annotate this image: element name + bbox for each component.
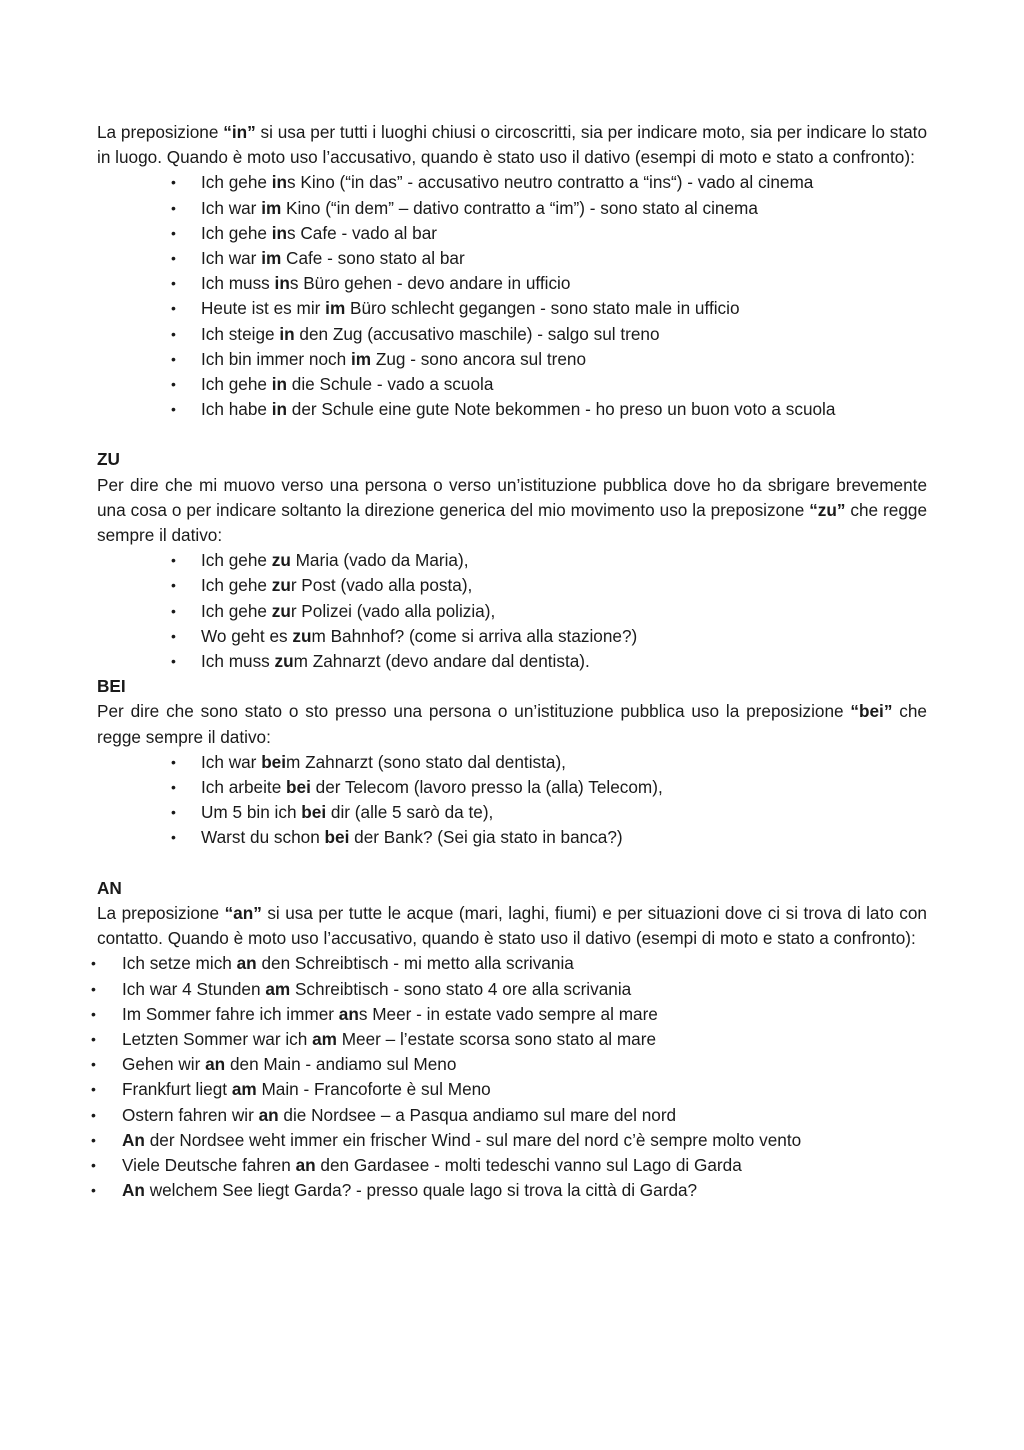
text-run: Cafe - sono stato al bar bbox=[281, 248, 465, 269]
text-run: Ich muss bbox=[201, 651, 275, 672]
text-run: Gehen wir bbox=[122, 1054, 206, 1075]
bold-preposition: in bbox=[274, 273, 290, 294]
text-run: die Schule - vado a scuola bbox=[287, 374, 494, 395]
bullet-icon: • bbox=[171, 401, 176, 418]
text-run: s Kino (“in das” - accusativo neutro contratto a “ins“) - vado al cinema bbox=[287, 172, 814, 193]
text-run: Per dire che sono stato o sto presso una persona o un’istituzione pubblica uso la preposizione bbox=[97, 701, 851, 722]
bold-preposition: “bei” bbox=[850, 701, 893, 722]
text-run: Ich gehe bbox=[201, 222, 272, 243]
bold-preposition: in bbox=[279, 323, 295, 344]
spacer bbox=[97, 422, 927, 447]
text-run: s Cafe - vado al bar bbox=[287, 222, 437, 243]
zu-examples-list bbox=[97, 548, 927, 674]
bold-preposition: in bbox=[271, 374, 287, 395]
bold-preposition: an bbox=[338, 1003, 359, 1024]
bullet-icon: • bbox=[171, 199, 176, 216]
in-intro-paragraph bbox=[97, 120, 927, 170]
text-run: si usa per tutte le acque (mari, laghi, fiumi) e per situazioni dove ci si trova di lato con contatto. Quando è moto uso l’accusativo, quando è stato uso il dativo (esempi di moto e stato a confronto): bbox=[97, 902, 927, 949]
bullet-icon: • bbox=[91, 1106, 96, 1123]
bei-examples-list bbox=[97, 750, 927, 851]
text-run: Ich steige bbox=[201, 323, 280, 344]
bullet-icon: • bbox=[91, 1081, 96, 1098]
an-heading: AN bbox=[97, 877, 122, 898]
bullet-icon: • bbox=[171, 250, 176, 267]
text-run: Letzten Sommer war ich bbox=[122, 1028, 313, 1049]
text-run: der Telecom (lavoro presso la (alla) Telecom), bbox=[310, 777, 663, 798]
bold-preposition: am bbox=[312, 1028, 337, 1049]
bullet-icon: • bbox=[171, 653, 176, 670]
bullet-icon: • bbox=[91, 955, 96, 972]
bold-preposition: zu bbox=[271, 575, 291, 596]
list-item bbox=[91, 1128, 927, 1153]
text-run: Ich gehe bbox=[201, 550, 272, 571]
bullet-icon: • bbox=[171, 275, 176, 292]
text-run: der Nordsee weht immer ein frischer Wind - sul mare del nord c’è sempre molto vento bbox=[144, 1129, 802, 1150]
bullet-icon: • bbox=[171, 577, 176, 594]
bullet-icon: • bbox=[171, 376, 176, 393]
text-run: Ich habe bbox=[201, 399, 272, 420]
list-item bbox=[91, 1103, 927, 1128]
list-item bbox=[97, 750, 927, 775]
text-run: Warst du schon bbox=[201, 827, 325, 848]
text-run: Ich war 4 Stunden bbox=[122, 978, 266, 999]
bold-preposition: “in” bbox=[223, 122, 256, 142]
list-item bbox=[97, 372, 927, 397]
document-page bbox=[91, 120, 927, 1203]
text-run: Ich gehe bbox=[201, 172, 272, 193]
spacer bbox=[97, 851, 927, 876]
bullet-icon: • bbox=[171, 753, 176, 770]
text-run: Um 5 bin ich bbox=[201, 802, 302, 823]
text-run: den Schreibtisch - mi metto alla scrivania bbox=[256, 953, 574, 974]
text-run: Ich setze mich bbox=[122, 953, 237, 974]
bullet-icon: • bbox=[171, 224, 176, 241]
text-run: m Bahnhof? (come si arriva alla stazione?) bbox=[311, 625, 638, 646]
bold-preposition: An bbox=[122, 1180, 145, 1201]
bold-preposition: an bbox=[236, 953, 257, 974]
bullet-icon: • bbox=[91, 980, 96, 997]
text-run: Per dire che mi muovo verso una persona o verso un’istituzione pubblica dove ho da sbrigare brevemente una cosa o per indicare soltanto la direzione generica del mio movimento uso la preposizone bbox=[97, 474, 927, 520]
list-item bbox=[97, 573, 927, 598]
text-run: dir (alle 5 sarò da te), bbox=[326, 802, 494, 823]
list-item bbox=[97, 397, 927, 422]
text-run: Viele Deutsche fahren bbox=[122, 1154, 296, 1175]
bold-preposition: “an” bbox=[224, 902, 262, 923]
text-run: der Bank? (Sei gia stato in banca?) bbox=[349, 827, 623, 848]
text-run: s Büro gehen - devo andare in ufficio bbox=[289, 273, 571, 294]
zu-heading: ZU bbox=[97, 449, 120, 470]
text-run: Ich bin immer noch bbox=[201, 348, 351, 369]
an-examples-list bbox=[91, 951, 927, 1203]
bullet-icon: • bbox=[91, 1056, 96, 1073]
text-run: Ostern fahren wir bbox=[122, 1104, 259, 1125]
text-run: Ich arbeite bbox=[201, 777, 287, 798]
text-run: Schreibtisch - sono stato 4 ore alla scrivania bbox=[290, 978, 632, 999]
list-item bbox=[97, 624, 927, 649]
text-run: Wo geht es bbox=[201, 625, 293, 646]
bullet-icon: • bbox=[91, 1131, 96, 1148]
text-run: welchem See liegt Garda? - presso quale lago si trova la città di Garda? bbox=[144, 1180, 698, 1201]
list-item bbox=[97, 800, 927, 825]
bullet-icon: • bbox=[91, 1005, 96, 1022]
text-run: s Meer - in estate vado sempre al mare bbox=[358, 1003, 658, 1024]
text-run: Ich gehe bbox=[201, 600, 272, 621]
bold-preposition: an bbox=[295, 1154, 316, 1175]
list-item bbox=[97, 548, 927, 573]
bei-heading: BEI bbox=[97, 676, 126, 697]
text-run: Heute ist es mir bbox=[201, 298, 326, 319]
bold-preposition: in bbox=[271, 172, 287, 193]
bullet-icon: • bbox=[171, 552, 176, 569]
text-run: La preposizione bbox=[97, 902, 225, 923]
bullet-icon: • bbox=[171, 174, 176, 191]
text-run: Ich war bbox=[201, 197, 262, 218]
text-run: Kino (“in dem” – dativo contratto a “im”) - sono stato al cinema bbox=[281, 197, 758, 218]
text-run: m Zahnarzt (devo andare dal dentista). bbox=[293, 651, 590, 672]
text-run: Frankfurt liegt bbox=[122, 1079, 232, 1100]
text-run: der Schule eine gute Note bekommen - ho preso un buon voto a scuola bbox=[287, 399, 836, 420]
text-run: Zug - sono ancora sul treno bbox=[371, 348, 587, 369]
bold-preposition: an bbox=[258, 1104, 279, 1125]
bullet-icon: • bbox=[91, 1156, 96, 1173]
text-run: Im Sommer fahre ich immer bbox=[122, 1003, 339, 1024]
text-run: r Polizei (vado alla polizia), bbox=[290, 600, 496, 621]
bullet-icon: • bbox=[171, 627, 176, 644]
bullet-icon: • bbox=[171, 779, 176, 796]
text-run: Maria (vado da Maria), bbox=[290, 550, 469, 571]
list-item bbox=[91, 951, 927, 976]
bullet-icon: • bbox=[91, 1030, 96, 1047]
bold-preposition: bei bbox=[286, 777, 311, 798]
bold-preposition: an bbox=[205, 1054, 226, 1075]
bold-preposition: “zu” bbox=[809, 499, 846, 520]
bold-preposition: im bbox=[261, 248, 282, 269]
bold-preposition: im bbox=[350, 348, 372, 369]
bullet-icon: • bbox=[171, 829, 176, 846]
list-item bbox=[91, 1178, 927, 1203]
an-intro-paragraph bbox=[97, 901, 927, 951]
bold-preposition: im bbox=[325, 298, 346, 319]
list-item bbox=[91, 1153, 927, 1178]
list-item bbox=[97, 170, 927, 195]
list-item bbox=[97, 322, 927, 347]
bullet-icon: • bbox=[91, 1182, 96, 1199]
text-run: Ich war bbox=[201, 248, 262, 269]
list-item bbox=[91, 1077, 927, 1102]
text-run: Ich gehe bbox=[201, 374, 272, 395]
bold-preposition: bei bbox=[301, 802, 327, 823]
list-item bbox=[97, 775, 927, 800]
text-run: den Zug (accusativo maschile) - salgo sul treno bbox=[294, 323, 660, 344]
bold-preposition: zu bbox=[271, 550, 291, 571]
bold-preposition: in bbox=[271, 222, 287, 243]
text-run: r Post (vado alla posta), bbox=[290, 575, 473, 596]
bold-preposition: bei bbox=[261, 751, 287, 772]
text-run: Meer – l’estate scorsa sono stato al mare bbox=[336, 1028, 657, 1049]
list-item bbox=[97, 296, 927, 321]
text-run: che regge sempre il dativo: bbox=[97, 499, 927, 546]
list-item bbox=[97, 221, 927, 246]
text-run: den Main - andiamo sul Meno bbox=[225, 1054, 457, 1075]
list-item bbox=[97, 196, 927, 221]
bold-preposition: An bbox=[122, 1129, 145, 1150]
list-item bbox=[91, 1027, 927, 1052]
text-run: den Gardasee - molti tedeschi vanno sul Lago di Garda bbox=[315, 1154, 742, 1175]
text-run: Ich muss bbox=[201, 273, 275, 294]
bullet-icon: • bbox=[171, 300, 176, 317]
text-run: m Zahnarzt (sono stato dal dentista), bbox=[286, 751, 566, 772]
bei-intro-paragraph bbox=[97, 699, 927, 749]
list-item bbox=[97, 649, 927, 674]
bold-preposition: bei bbox=[324, 827, 350, 848]
text-run: Ich gehe bbox=[201, 575, 272, 596]
list-item bbox=[97, 599, 927, 624]
list-item bbox=[91, 977, 927, 1002]
text-run: si usa per tutti i luoghi chiusi o circoscritti, sia per indicare moto, sia per indicare lo stato in luogo. Quando è moto uso l’accusativo, quando è stato uso il dativo (esempi di moto e stato a confronto): bbox=[97, 122, 927, 168]
text-run: La preposizione bbox=[97, 122, 224, 142]
in-examples-list bbox=[97, 170, 927, 422]
bold-preposition: am bbox=[265, 978, 291, 999]
bold-preposition: in bbox=[271, 399, 287, 420]
bold-preposition: zu bbox=[271, 600, 291, 621]
list-item bbox=[91, 1052, 927, 1077]
text-run: che regge sempre il dativo: bbox=[97, 701, 927, 747]
bold-preposition: im bbox=[261, 197, 282, 218]
zu-intro-paragraph bbox=[97, 473, 927, 549]
bullet-icon: • bbox=[171, 804, 176, 821]
list-item bbox=[97, 246, 927, 271]
bold-preposition: zu bbox=[274, 651, 294, 672]
list-item bbox=[97, 825, 927, 850]
bullet-icon: • bbox=[171, 602, 176, 619]
text-run: die Nordsee – a Pasqua andiamo sul mare del nord bbox=[278, 1104, 677, 1125]
text-run: Büro schlecht gegangen - sono stato male in ufficio bbox=[345, 298, 740, 319]
text-run: Main - Francoforte è sul Meno bbox=[256, 1079, 491, 1100]
bold-preposition: zu bbox=[292, 625, 312, 646]
list-item bbox=[97, 347, 927, 372]
bullet-icon: • bbox=[171, 350, 176, 367]
text-run: Ich war bbox=[201, 751, 262, 772]
list-item bbox=[91, 1002, 927, 1027]
bullet-icon: • bbox=[171, 325, 176, 342]
list-item bbox=[97, 271, 927, 296]
bold-preposition: am bbox=[231, 1079, 257, 1100]
